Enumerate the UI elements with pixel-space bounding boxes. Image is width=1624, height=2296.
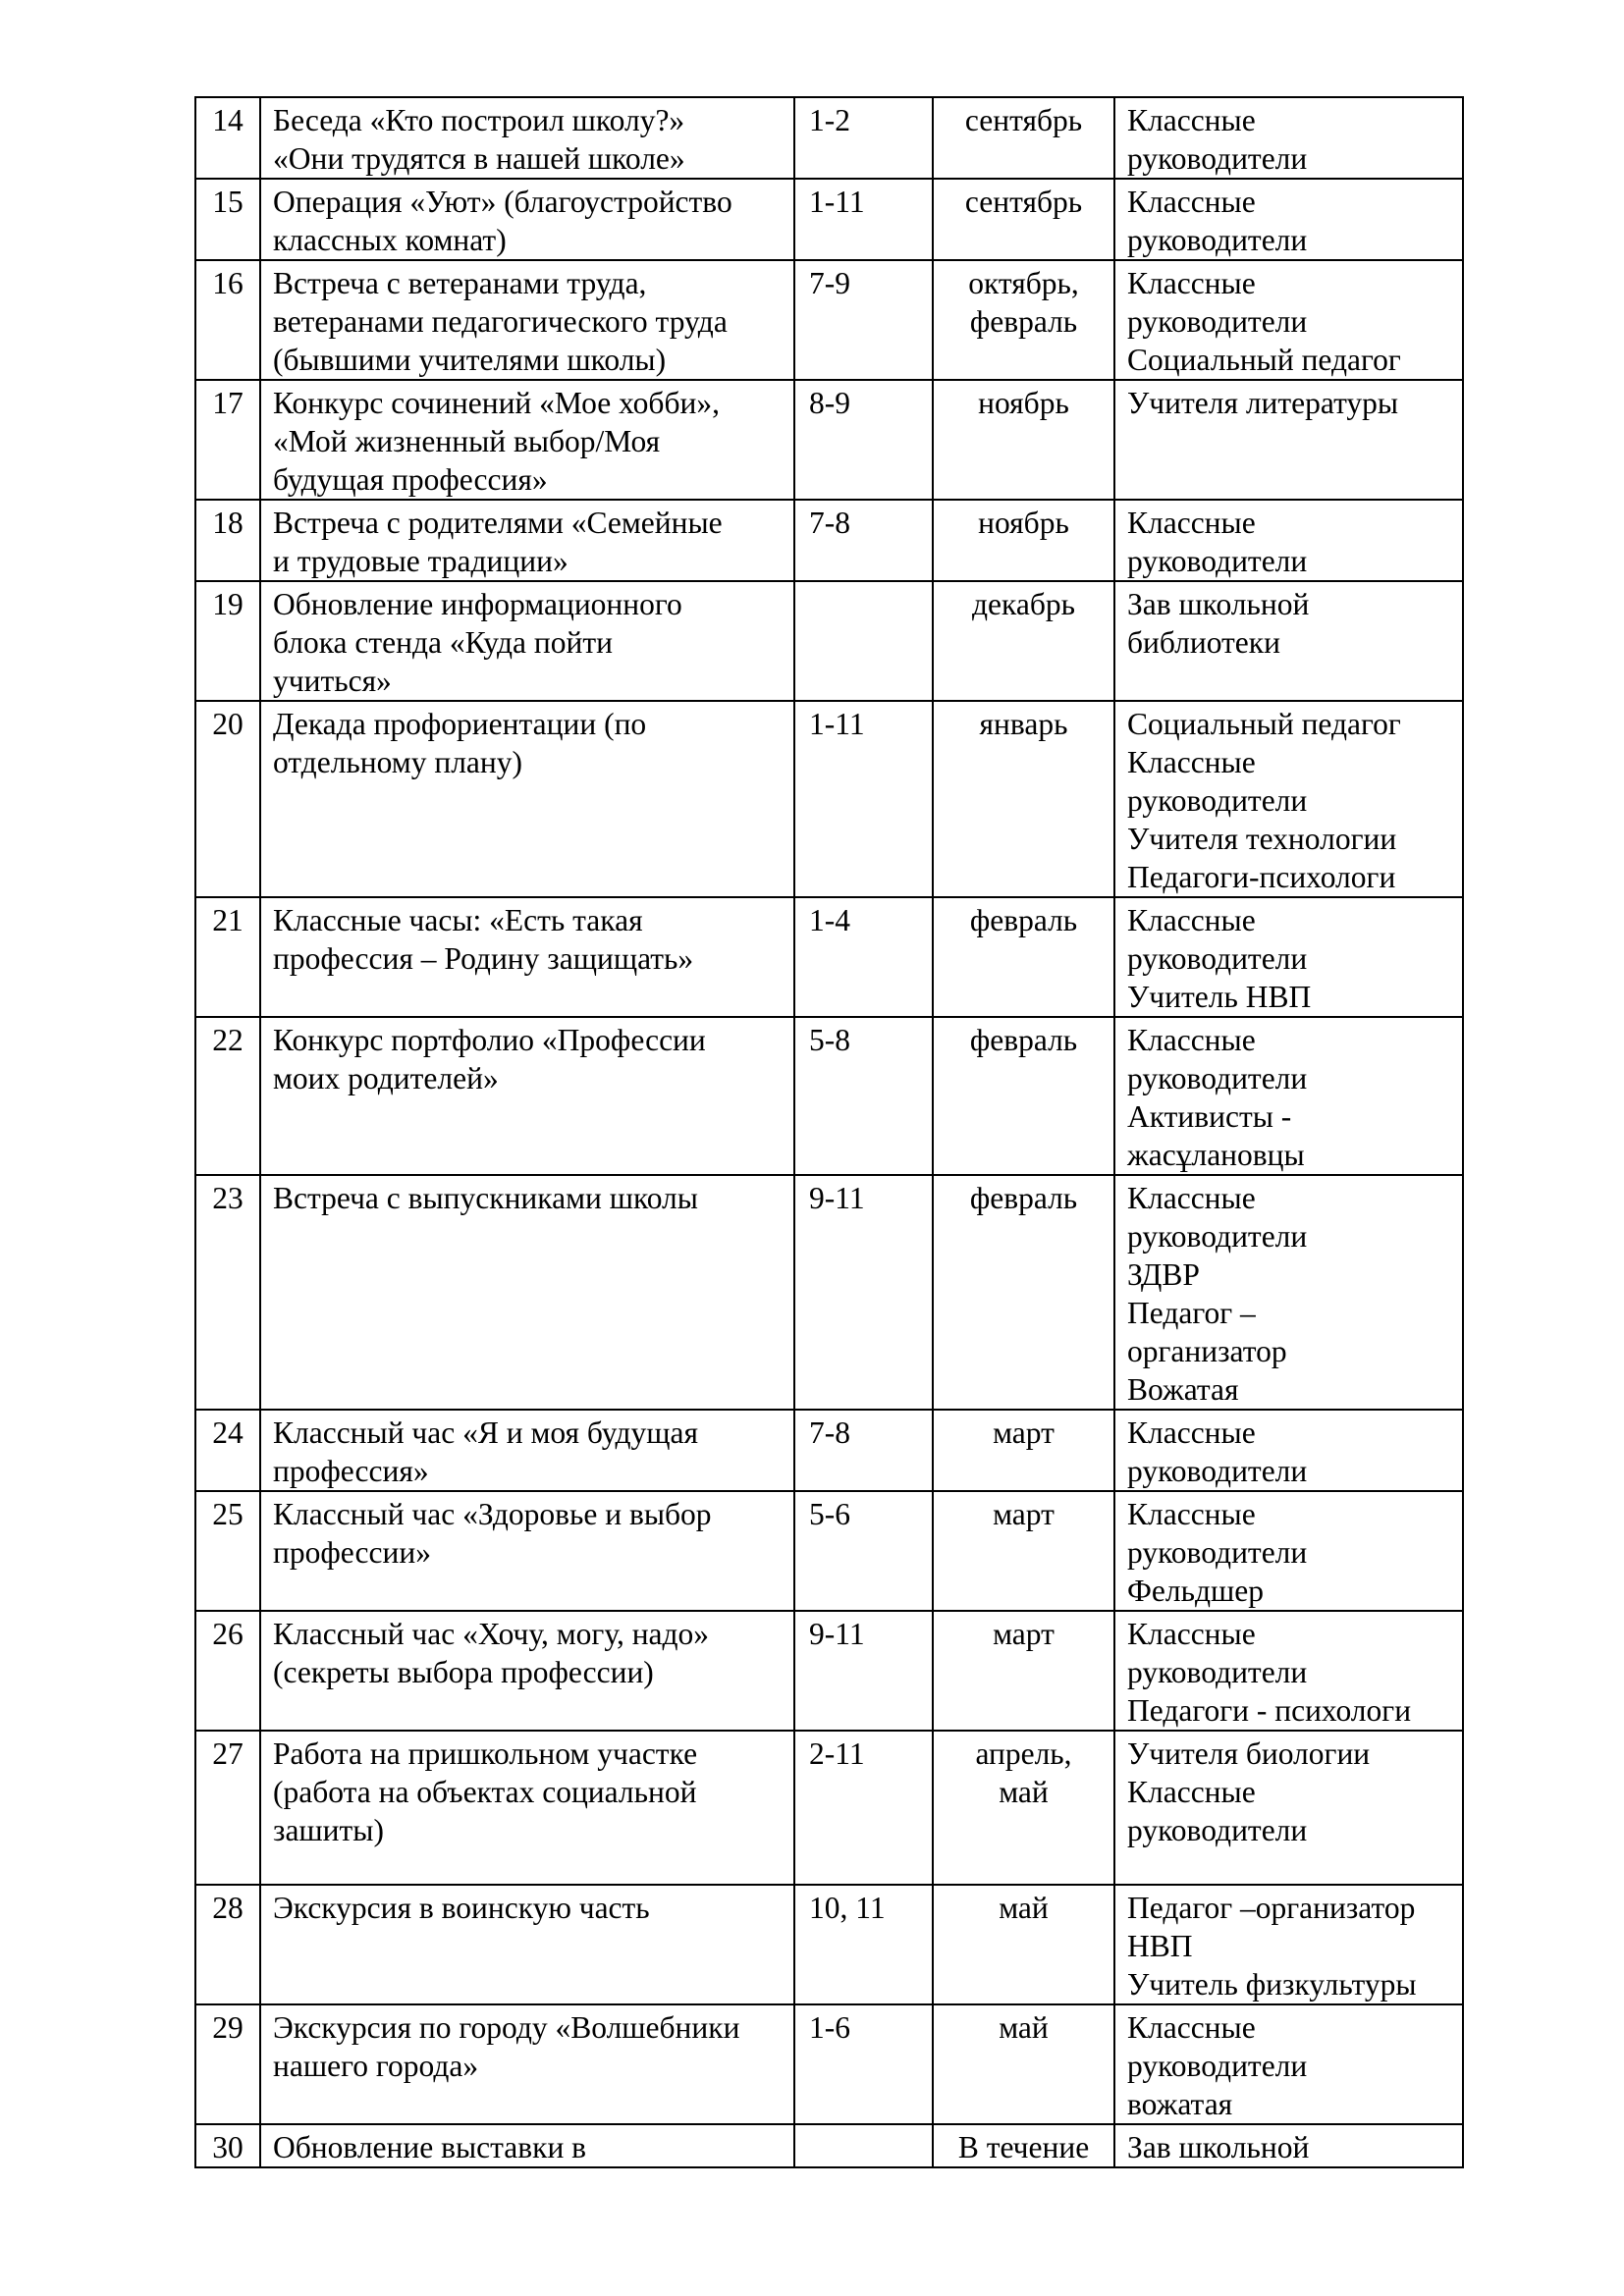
responsible-line: Классные — [1127, 745, 1256, 779]
responsible-line: руководители — [1127, 1061, 1308, 1095]
month-cell — [933, 500, 1114, 581]
responsible-line: руководители — [1127, 783, 1308, 818]
event-cell — [260, 1731, 794, 1885]
month-line: сентябрь — [964, 185, 1083, 219]
event-line: и трудовые традиции» — [273, 544, 568, 578]
row-number-cell: 27 — [195, 1731, 260, 1885]
table-row — [195, 500, 1463, 581]
event-line: «Они трудятся в нашей школе» — [273, 141, 685, 176]
responsible-cell — [1114, 581, 1463, 701]
responsible-line: вожатая — [1127, 2087, 1233, 2121]
responsible-line: Классные — [1127, 2010, 1256, 2045]
responsible-cell — [1114, 1885, 1463, 2004]
responsible-line: Социальный педагог — [1127, 343, 1401, 377]
event-line: отдельному плану) — [273, 745, 522, 779]
responsible-line: Учителя литературы — [1127, 386, 1399, 420]
month-line: февраль — [969, 1181, 1078, 1215]
grades-line: 1-6 — [809, 2010, 850, 2045]
row-number-cell: 18 — [195, 500, 260, 581]
event-cell — [260, 2004, 794, 2124]
event-line: Обновление выставки в — [273, 2130, 587, 2164]
responsible-line: Классные — [1127, 103, 1256, 137]
responsible-line: Классные — [1127, 1775, 1256, 1809]
table-row — [195, 97, 1463, 179]
month-cell — [933, 897, 1114, 1017]
row-number-cell: 15 — [195, 179, 260, 260]
month-line: май — [999, 2010, 1049, 2045]
responsible-line: руководители — [1127, 304, 1308, 339]
month-cell — [933, 1491, 1114, 1611]
event-line: «Мой жизненный выбор/Моя — [273, 424, 661, 458]
row-number-cell: 21 — [195, 897, 260, 1017]
event-line: моих родителей» — [273, 1061, 499, 1095]
row-number-cell: 29 — [195, 2004, 260, 2124]
table-row — [195, 1611, 1463, 1731]
responsible-cell — [1114, 2004, 1463, 2124]
table-row — [195, 1175, 1463, 1410]
responsible-cell — [1114, 260, 1463, 380]
month-line: октябрь, — [968, 266, 1079, 300]
row-number-cell: 30 — [195, 2124, 260, 2167]
event-line: ветеранами педагогического труда — [273, 304, 728, 339]
event-cell — [260, 260, 794, 380]
event-line: Работа на пришкольном участке — [273, 1736, 698, 1771]
row-number-cell: 14 — [195, 97, 260, 179]
grades-line: 1-11 — [809, 707, 865, 741]
grades-line: 7-8 — [809, 506, 850, 540]
month-line: март — [993, 1617, 1055, 1651]
responsible-line: Учитель НВП — [1127, 980, 1312, 1014]
month-line: ноябрь — [978, 386, 1069, 420]
event-line: Операция «Уют» (благоустройство — [273, 185, 732, 219]
responsible-line: Зав школьной — [1127, 587, 1310, 621]
responsible-line: жасұлановцы — [1127, 1138, 1305, 1172]
month-line: февраль — [969, 304, 1078, 339]
responsible-cell — [1114, 1611, 1463, 1731]
responsible-line: Классные — [1127, 1415, 1256, 1450]
grades-cell — [794, 380, 933, 500]
month-line: февраль — [969, 903, 1078, 937]
responsible-line: организатор — [1127, 1334, 1287, 1368]
responsible-cell — [1114, 1175, 1463, 1410]
responsible-line: руководители — [1127, 1813, 1308, 1847]
grades-line: 10, 11 — [809, 1891, 886, 1925]
responsible-line: Учителя технологии — [1127, 822, 1397, 856]
grades-cell — [794, 701, 933, 897]
responsible-line: Учитель физкультуры — [1127, 1967, 1417, 2002]
event-line: Конкурс сочинений «Мое хобби», — [273, 386, 720, 420]
grades-line: 5-6 — [809, 1497, 850, 1531]
responsible-line: ЗДВР — [1127, 1257, 1200, 1292]
responsible-line: Вожатая — [1127, 1372, 1239, 1407]
responsible-cell — [1114, 701, 1463, 897]
grades-line: 2-11 — [809, 1736, 865, 1771]
event-line: Классный час «Здоровье и выбор — [273, 1497, 712, 1531]
responsible-cell — [1114, 179, 1463, 260]
event-cell — [260, 1611, 794, 1731]
responsible-line: Классные — [1127, 1617, 1256, 1651]
table-row — [195, 1885, 1463, 2004]
month-line: март — [993, 1497, 1055, 1531]
row-number-cell: 28 — [195, 1885, 260, 2004]
event-line: нашего города» — [273, 2049, 479, 2083]
responsible-cell — [1114, 1731, 1463, 1885]
event-cell — [260, 97, 794, 179]
row-number-cell: 16 — [195, 260, 260, 380]
grades-cell — [794, 897, 933, 1017]
responsible-line: руководители — [1127, 941, 1308, 976]
responsible-cell — [1114, 97, 1463, 179]
month-cell — [933, 1611, 1114, 1731]
table-row — [195, 897, 1463, 1017]
event-cell — [260, 500, 794, 581]
responsible-line: руководители — [1127, 2049, 1308, 2083]
grades-line: 7-8 — [809, 1415, 850, 1450]
event-plan-table — [194, 96, 1464, 2168]
grades-line: 9-11 — [809, 1617, 865, 1651]
event-cell — [260, 1175, 794, 1410]
row-number-cell: 24 — [195, 1410, 260, 1491]
grades-cell — [794, 2124, 933, 2167]
month-cell — [933, 2124, 1114, 2167]
responsible-line: Педагоги-психологи — [1127, 860, 1396, 894]
month-cell — [933, 1017, 1114, 1175]
row-number-cell: 22 — [195, 1017, 260, 1175]
table-row — [195, 1017, 1463, 1175]
month-cell — [933, 2004, 1114, 2124]
grades-line: 1-11 — [809, 185, 865, 219]
month-cell — [933, 179, 1114, 260]
responsible-line: руководители — [1127, 1454, 1308, 1488]
table-row — [195, 179, 1463, 260]
event-line: (бывшими учителями школы) — [273, 343, 667, 377]
responsible-line: Классные — [1127, 506, 1256, 540]
month-line: ноябрь — [978, 506, 1069, 540]
row-number-cell: 20 — [195, 701, 260, 897]
event-line: профессия – Родину защищать» — [273, 941, 694, 976]
table-row — [195, 1491, 1463, 1611]
event-cell — [260, 2124, 794, 2167]
event-line: Обновление информационного — [273, 587, 682, 621]
event-cell — [260, 581, 794, 701]
event-line: классных комнат) — [273, 223, 507, 257]
grades-cell — [794, 1491, 933, 1611]
event-cell — [260, 1017, 794, 1175]
responsible-cell — [1114, 897, 1463, 1017]
responsible-line: Активисты - — [1127, 1099, 1292, 1134]
grades-line: 5-8 — [809, 1023, 850, 1057]
table-row — [195, 1410, 1463, 1491]
grades-cell — [794, 1885, 933, 2004]
event-line: блока стенда «Куда пойти — [273, 625, 613, 660]
event-line: зашиты) — [273, 1813, 384, 1847]
month-line: март — [993, 1415, 1055, 1450]
table-row — [195, 260, 1463, 380]
grades-line: 1-2 — [809, 103, 850, 137]
grades-cell — [794, 1611, 933, 1731]
responsible-line: Классные — [1127, 1181, 1256, 1215]
table-row — [195, 380, 1463, 500]
responsible-line: Классные — [1127, 266, 1256, 300]
responsible-line: руководители — [1127, 223, 1308, 257]
month-cell — [933, 1410, 1114, 1491]
event-plan-table-body — [195, 97, 1463, 2167]
responsible-line: руководители — [1127, 544, 1308, 578]
event-cell — [260, 1410, 794, 1491]
event-line: (секреты выбора профессии) — [273, 1655, 654, 1689]
grades-cell — [794, 260, 933, 380]
grades-line: 7-9 — [809, 266, 850, 300]
table-row — [195, 701, 1463, 897]
row-number-cell: 25 — [195, 1491, 260, 1611]
row-number-cell: 26 — [195, 1611, 260, 1731]
month-line: май — [999, 1775, 1049, 1809]
responsible-cell — [1114, 1017, 1463, 1175]
event-cell — [260, 179, 794, 260]
responsible-line: Классные — [1127, 185, 1256, 219]
event-line: Встреча с выпускниками школы — [273, 1181, 698, 1215]
responsible-line: библиотеки — [1127, 625, 1280, 660]
event-cell — [260, 380, 794, 500]
responsible-line: Фельдшер — [1127, 1574, 1264, 1608]
event-cell — [260, 1885, 794, 2004]
table-row — [195, 581, 1463, 701]
month-cell — [933, 260, 1114, 380]
responsible-cell — [1114, 500, 1463, 581]
event-line: Конкурс портфолио «Профессии — [273, 1023, 706, 1057]
month-cell — [933, 1885, 1114, 2004]
month-line: сентябрь — [964, 103, 1083, 137]
grades-cell — [794, 500, 933, 581]
grades-cell — [794, 1017, 933, 1175]
row-number-cell: 23 — [195, 1175, 260, 1410]
event-line: Встреча с ветеранами труда, — [273, 266, 647, 300]
month-cell — [933, 1731, 1114, 1885]
responsible-line: Учителя биологии — [1127, 1736, 1371, 1771]
responsible-line: НВП — [1127, 1929, 1193, 1963]
table-row — [195, 1731, 1463, 1885]
event-line: Экскурсия в воинскую часть — [273, 1891, 650, 1925]
responsible-line: Социальный педагог — [1127, 707, 1401, 741]
event-cell — [260, 897, 794, 1017]
month-line: февраль — [969, 1023, 1078, 1057]
event-line: учиться» — [273, 664, 392, 698]
grades-cell — [794, 2004, 933, 2124]
responsible-line: Педагог –организатор — [1127, 1891, 1416, 1925]
event-line: профессии» — [273, 1535, 431, 1570]
event-line: Декада профориентации (по — [273, 707, 647, 741]
responsible-line: Зав школьной — [1127, 2130, 1310, 2164]
grades-cell — [794, 581, 933, 701]
responsible-line: руководители — [1127, 141, 1308, 176]
responsible-line: руководители — [1127, 1535, 1308, 1570]
row-number-cell: 19 — [195, 581, 260, 701]
row-number-cell: 17 — [195, 380, 260, 500]
grades-cell — [794, 1175, 933, 1410]
responsible-line: Педагоги - психологи — [1127, 1693, 1412, 1728]
responsible-cell — [1114, 1491, 1463, 1611]
month-line: январь — [979, 707, 1068, 741]
month-cell — [933, 701, 1114, 897]
event-cell — [260, 701, 794, 897]
responsible-line: Классные — [1127, 903, 1256, 937]
event-line: Классные часы: «Есть такая — [273, 903, 643, 937]
month-line: апрель, — [975, 1736, 1072, 1771]
table-row — [195, 2124, 1463, 2167]
grades-line: 9-11 — [809, 1181, 865, 1215]
event-line: Классный час «Я и моя будущая — [273, 1415, 699, 1450]
month-cell — [933, 380, 1114, 500]
grades-cell — [794, 179, 933, 260]
event-line: Классный час «Хочу, могу, надо» — [273, 1617, 710, 1651]
event-line: Беседа «Кто построил школу?» — [273, 103, 685, 137]
grades-cell — [794, 97, 933, 179]
responsible-line: Педагог – — [1127, 1296, 1256, 1330]
responsible-line: Классные — [1127, 1497, 1256, 1531]
grades-line: 8-9 — [809, 386, 850, 420]
grades-cell — [794, 1410, 933, 1491]
table-row — [195, 2004, 1463, 2124]
month-line: В течение — [957, 2130, 1090, 2164]
responsible-line: руководители — [1127, 1219, 1308, 1254]
month-line: май — [999, 1891, 1049, 1925]
month-cell — [933, 1175, 1114, 1410]
responsible-cell — [1114, 380, 1463, 500]
event-line: (работа на объектах социальной — [273, 1775, 697, 1809]
month-cell — [933, 97, 1114, 179]
month-line: декабрь — [972, 587, 1075, 621]
responsible-cell — [1114, 1410, 1463, 1491]
grades-line: 1-4 — [809, 903, 850, 937]
month-cell — [933, 581, 1114, 701]
responsible-line: руководители — [1127, 1655, 1308, 1689]
event-cell — [260, 1491, 794, 1611]
grades-cell — [794, 1731, 933, 1885]
event-line: Встреча с родителями «Семейные — [273, 506, 723, 540]
event-line: Экскурсия по городу «Волшебники — [273, 2010, 740, 2045]
responsible-cell — [1114, 2124, 1463, 2167]
event-line: профессия» — [273, 1454, 429, 1488]
event-line: будущая профессия» — [273, 462, 548, 497]
responsible-line: Классные — [1127, 1023, 1256, 1057]
